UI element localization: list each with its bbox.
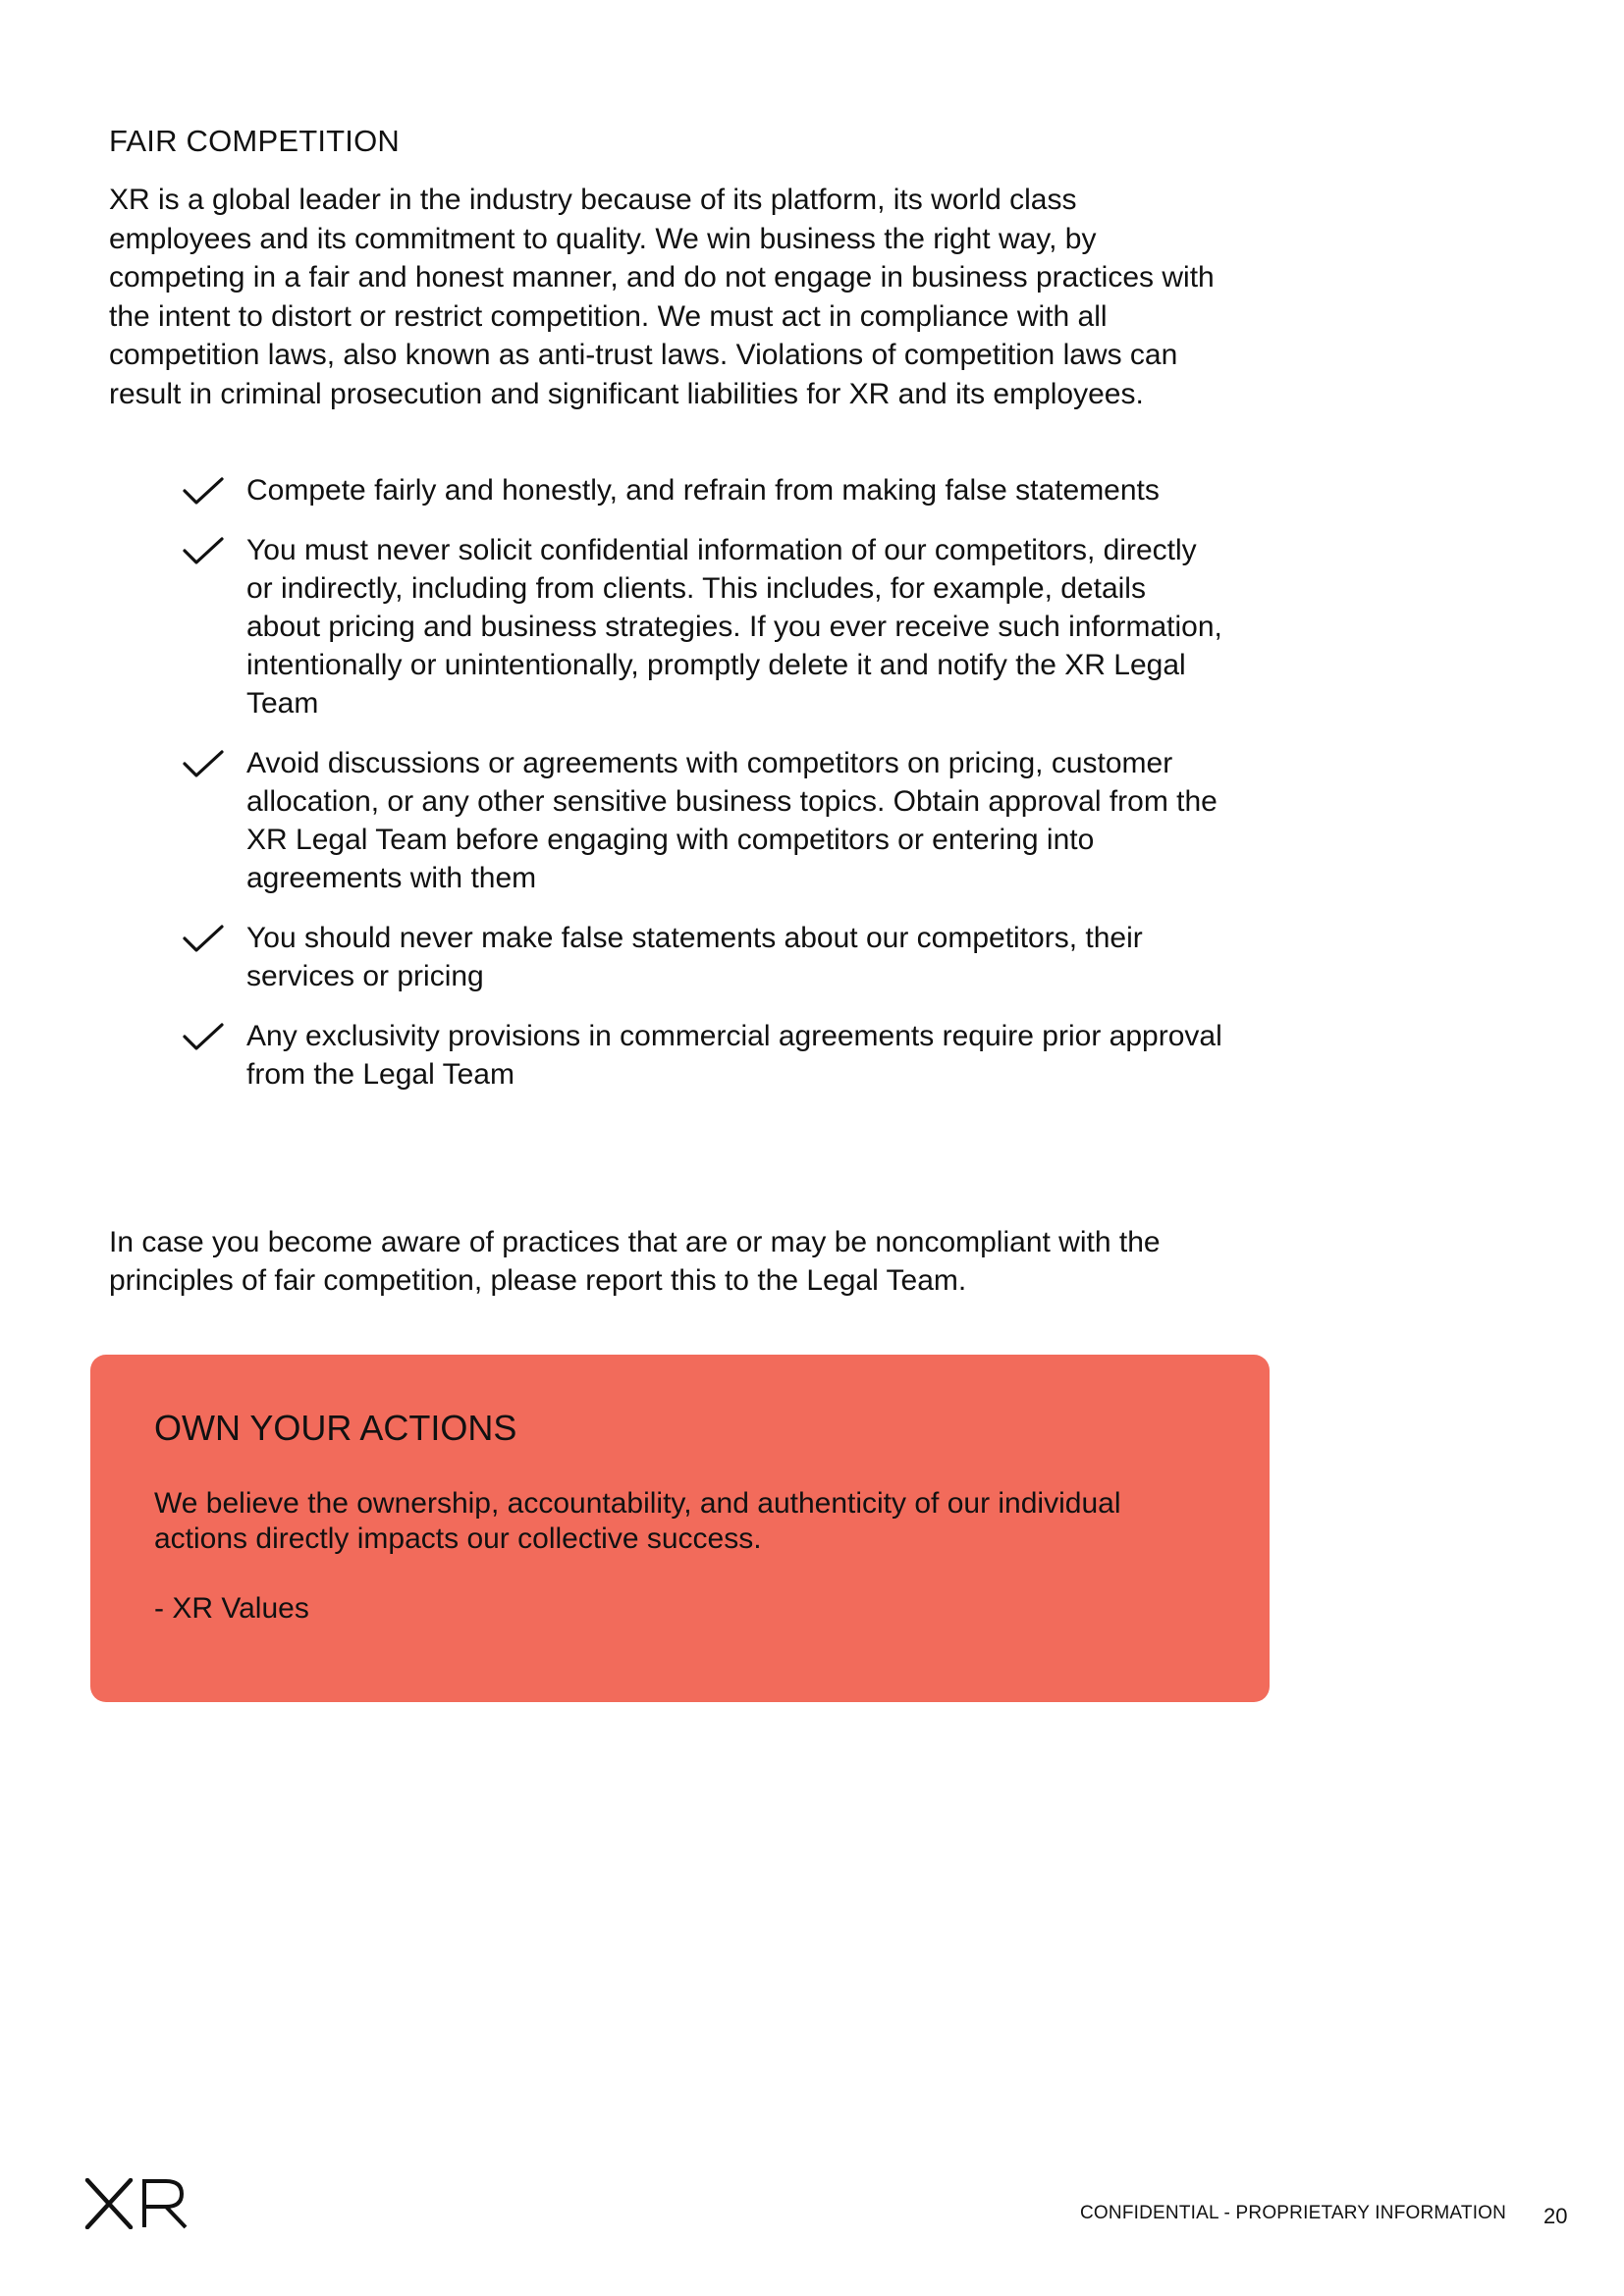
values-text: We believe the ownership, accountability, and authenticity of our individual actions directly impacts our collective success.	[154, 1487, 1121, 1555]
checklist-item	[182, 471, 1222, 509]
checkmark-icon	[182, 536, 225, 565]
checklist-item-text: Any exclusivity provisions in commercial agreements require prior approval from the Legal Team	[246, 1020, 1222, 1091]
values-title: OWN YOUR ACTIONS	[154, 1408, 517, 1448]
page-number: 20	[1543, 2204, 1568, 2228]
xr-logo	[83, 2178, 189, 2229]
closing-paragraph: In case you become aware of practices that are or may be noncompliant with the principles of fair competition, please report this to the Legal Team.	[109, 1226, 1161, 1297]
checkmark-icon	[182, 476, 225, 506]
checklist-item	[182, 1017, 1222, 1094]
checklist-item-text: Avoid discussions or agreements with competitors on pricing, customer allocation, or any other sensitive business topics. Obtain approval from the XR Legal Team before engaging with competitors or entering into agreements with them	[246, 747, 1218, 894]
section-heading: FAIR COMPETITION	[109, 124, 400, 158]
checklist-item-text: Compete fairly and honestly, and refrain from making false statements	[246, 474, 1160, 507]
checklist-item	[182, 744, 1222, 897]
intro-paragraph: XR is a global leader in the industry because of its platform, its world class employees and its commitment to quality. We win business the right way, by competing in a fair and honest manner, and do not engage in business practices with the intent to distort or restrict competition. We must act in compliance with all competition laws, also known as anti-trust laws. Violations of competition laws can result in criminal prosecution and significant liabilities for XR and its employees.	[109, 184, 1215, 410]
values-callout	[90, 1355, 1270, 1702]
checkmark-icon	[182, 749, 225, 778]
checkmark-icon	[182, 924, 225, 953]
values-attribution: - XR Values	[154, 1592, 309, 1625]
checklist	[182, 471, 1222, 1115]
checklist-item	[182, 919, 1222, 995]
checklist-item	[182, 531, 1222, 722]
checklist-item-text: You should never make false statements about our competitors, their services or pricing	[246, 922, 1143, 992]
checkmark-icon	[182, 1022, 225, 1051]
checklist-item-text: You must never solicit confidential information of our competitors, directly or indirectly, including from clients. This includes, for example, details about pricing and business strategies. If you ever receive such information, intentionally or unintentionally, promptly delete it and notify the XR Legal Team	[246, 534, 1222, 720]
confidential-notice: CONFIDENTIAL - PROPRIETARY INFORMATION	[1080, 2203, 1507, 2223]
